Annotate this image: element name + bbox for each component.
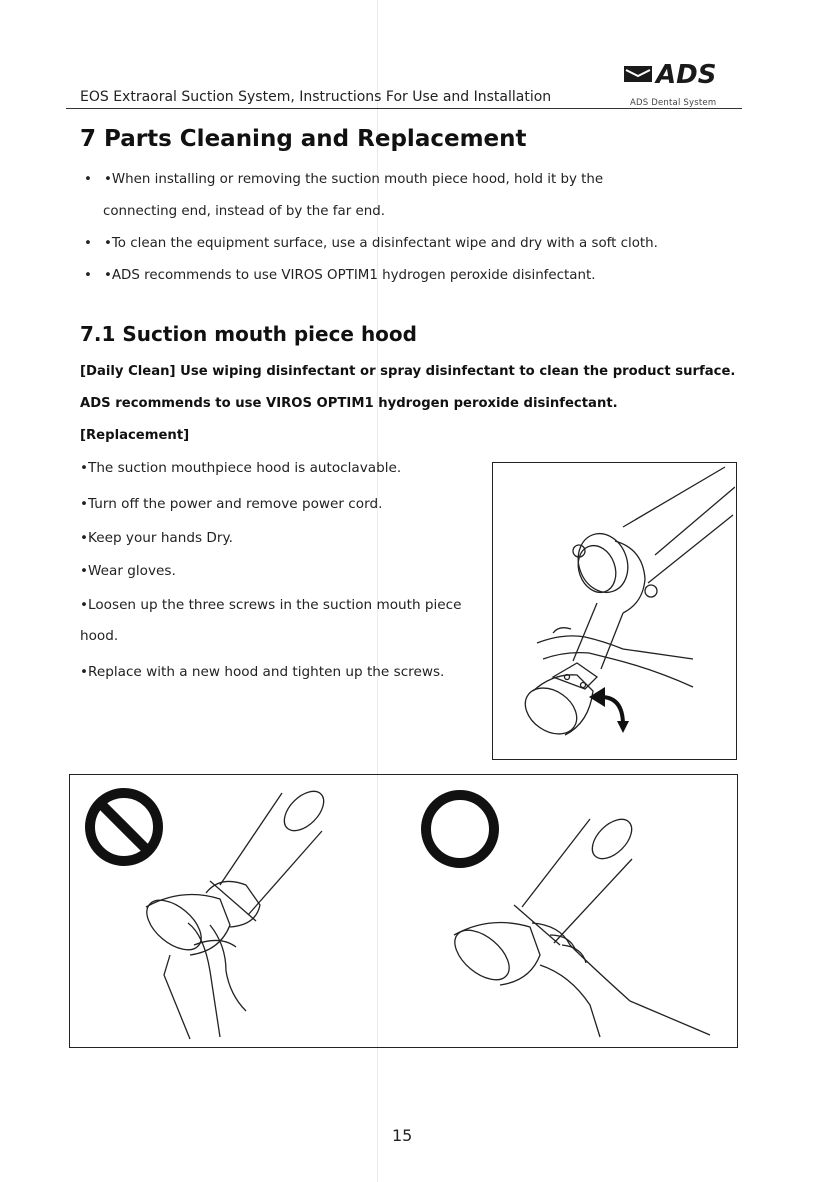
logo-subtitle: ADS Dental System <box>630 98 717 108</box>
step-item: •Replace with a new hood and tighten up the screws. <box>80 664 445 680</box>
bullet-continuation: connecting end, instead of by the far end. <box>103 204 385 219</box>
step-item: •Turn off the power and remove power cord. <box>80 496 383 512</box>
daily-clean-text: [Daily Clean] Use wiping disinfectant or spray disinfectant to clean the product surface. <box>80 364 736 379</box>
bullet-text: •ADS recommends to use VIROS OPTIM1 hydrogen peroxide disinfectant. <box>104 268 596 283</box>
bullet-marker: • <box>84 172 92 187</box>
step-item-continuation: hood. <box>80 628 119 644</box>
step-item: •Wear gloves. <box>80 563 176 579</box>
hood-replacement-illustration <box>492 462 737 760</box>
bullet-item <box>84 260 595 292</box>
bullet-item <box>84 228 658 260</box>
bullet-marker: • <box>84 268 92 283</box>
prohibited-icon <box>90 793 158 861</box>
bullet-item <box>84 164 603 196</box>
section-title: 7 Parts Cleaning and Replacement <box>80 126 527 152</box>
bullet-text: •To clean the equipment surface, use a disinfectant wipe and dry with a soft cloth. <box>104 236 658 251</box>
step-item: •Loosen up the three screws in the suction mouth piece <box>80 597 462 613</box>
recommend-text: ADS recommends to use VIROS OPTIM1 hydrogen peroxide disinfectant. <box>80 396 618 411</box>
bullet-text: •When installing or removing the suction mouth piece hood, hold it by the <box>104 172 604 187</box>
page-number: 15 <box>392 1126 413 1145</box>
replacement-label: [Replacement] <box>80 428 190 443</box>
step-item: •The suction mouthpiece hood is autoclavable. <box>80 460 402 476</box>
logo-mark-text: ADS <box>656 60 717 90</box>
subsection-title: 7.1 Suction mouth piece hood <box>80 322 417 346</box>
step-item: •Keep your hands Dry. <box>80 530 233 546</box>
ads-logo <box>622 56 742 96</box>
correct-circle-icon <box>426 795 494 863</box>
document-header-title: EOS Extraoral Suction System, Instructions For Use and Installation <box>80 89 552 105</box>
bullet-marker: • <box>84 236 92 251</box>
handling-comparison-illustration <box>69 774 738 1048</box>
header-divider <box>66 108 742 109</box>
